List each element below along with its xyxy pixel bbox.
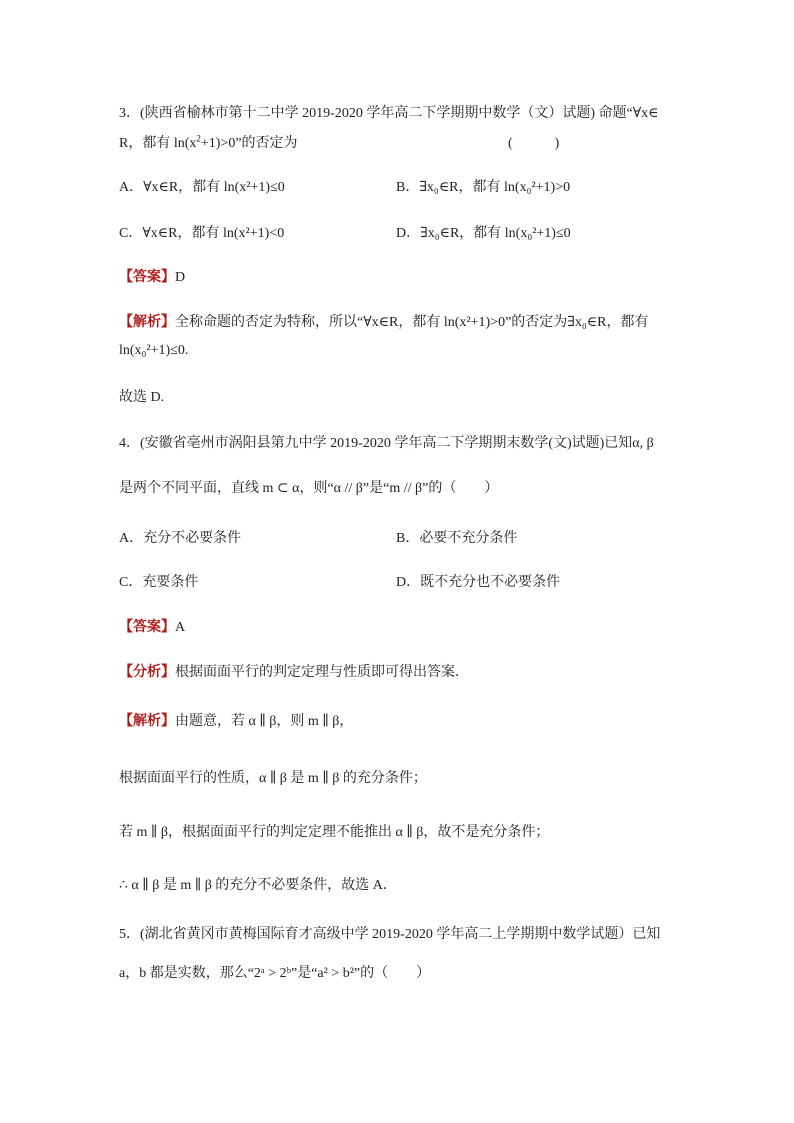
q3-answer-value: D (175, 270, 186, 285)
q4-analysis-text1: 由题意，若 α ∥ β，则 m ∥ β， (175, 714, 354, 729)
q4-analysis-line4: ∴ α ∥ β 是 m ∥ β 的充分不必要条件，故选 A． (119, 878, 397, 893)
q3-option-d: D．∃x₀∈R，都有 ln(x₀²+1)≤0 (396, 226, 571, 241)
q3-option-b: B．∃x₀∈R，都有 ln(x₀²+1)>0 (396, 180, 571, 195)
q3-analysis-tag: 【解析】 (119, 315, 175, 330)
q3-stem-line2-a: R，都有 ln(x (119, 136, 197, 151)
q3-analysis-line2: ln(x₀²+1)≤0. (119, 343, 189, 358)
q4-analysis-line2: 根据面面平行的性质，α ∥ β 是 m ∥ β 的充分条件； (119, 771, 427, 786)
q4-option-d: D．既不充分也不必要条件 (396, 575, 561, 590)
q3-answer-tag: 【答案】 (119, 270, 175, 285)
q4-option-c: C．充要条件 (119, 575, 199, 590)
q4-fenxi-tag: 【分析】 (119, 665, 175, 680)
q4-analysis-tag: 【解析】 (119, 714, 175, 729)
q3-stem-line2: R，都有 $\ln(x^2+1)>0$”的否定为 (119, 133, 298, 151)
q4-fenxi (119, 664, 469, 682)
q3-conclusion: 故选 D. (119, 390, 165, 405)
q3-answer (119, 269, 185, 287)
q4-fenxi-text: 根据面面平行的判定定理与性质即可得出答案． (175, 665, 469, 680)
q4-analysis-line1 (119, 713, 353, 731)
q4-answer (119, 619, 185, 637)
q3-option-c: C．∀x∈R，都有 ln(x²+1)<0 (119, 226, 285, 241)
q4-answer-tag: 【答案】 (119, 620, 175, 635)
q3-analysis-text1: 全称命题的否定为特称，所以“∀x∈R，都有 ln(x²+1)>0”的否定为∃x₀∈R，都有 (175, 315, 649, 330)
q3-analysis-line1 (119, 314, 648, 332)
q5-stem-line2: a，b 都是实数，那么“2ᵃ > 2ᵇ”是“a² > b²”的（ ） (119, 966, 431, 981)
q4-stem-line1: 4．(安徽省亳州市涡阳县第九中学 2019-2020 学年高二下学期期末数学(文)试题)已知α, β (119, 436, 654, 451)
q3-answer-paren: ( ) (508, 136, 560, 151)
q4-option-a: A．充分不必要条件 (119, 531, 242, 546)
q5-stem-line1: 5．(湖北省黄冈市黄梅国际育才高级中学 2019-2020 学年高二上学期期中数学试题）已知 (119, 927, 661, 942)
q4-stem-line2: 是两个不同平面，直线 m ⊂ α，则“α // β”是“m // β”的（ ） (119, 481, 499, 496)
q3-option-a: A．∀x∈R，都有 ln(x²+1)≤0 (119, 180, 285, 195)
q4-analysis-line3: 若 m ∥ β，根据面面平行的判定定理不能推出 α ∥ β，故不是充分条件； (119, 825, 550, 840)
q4-answer-value: A (175, 620, 186, 635)
q3-stem-line1: 3．(陕西省榆林市第十二中学 2019-2020 学年高二下学期期中数学（文）试题) 命题“∀x∈ (119, 106, 659, 121)
q3-stem-line2-b: +1)>0”的否定为 (200, 136, 298, 151)
q4-option-b: B．必要不充分条件 (396, 531, 518, 546)
